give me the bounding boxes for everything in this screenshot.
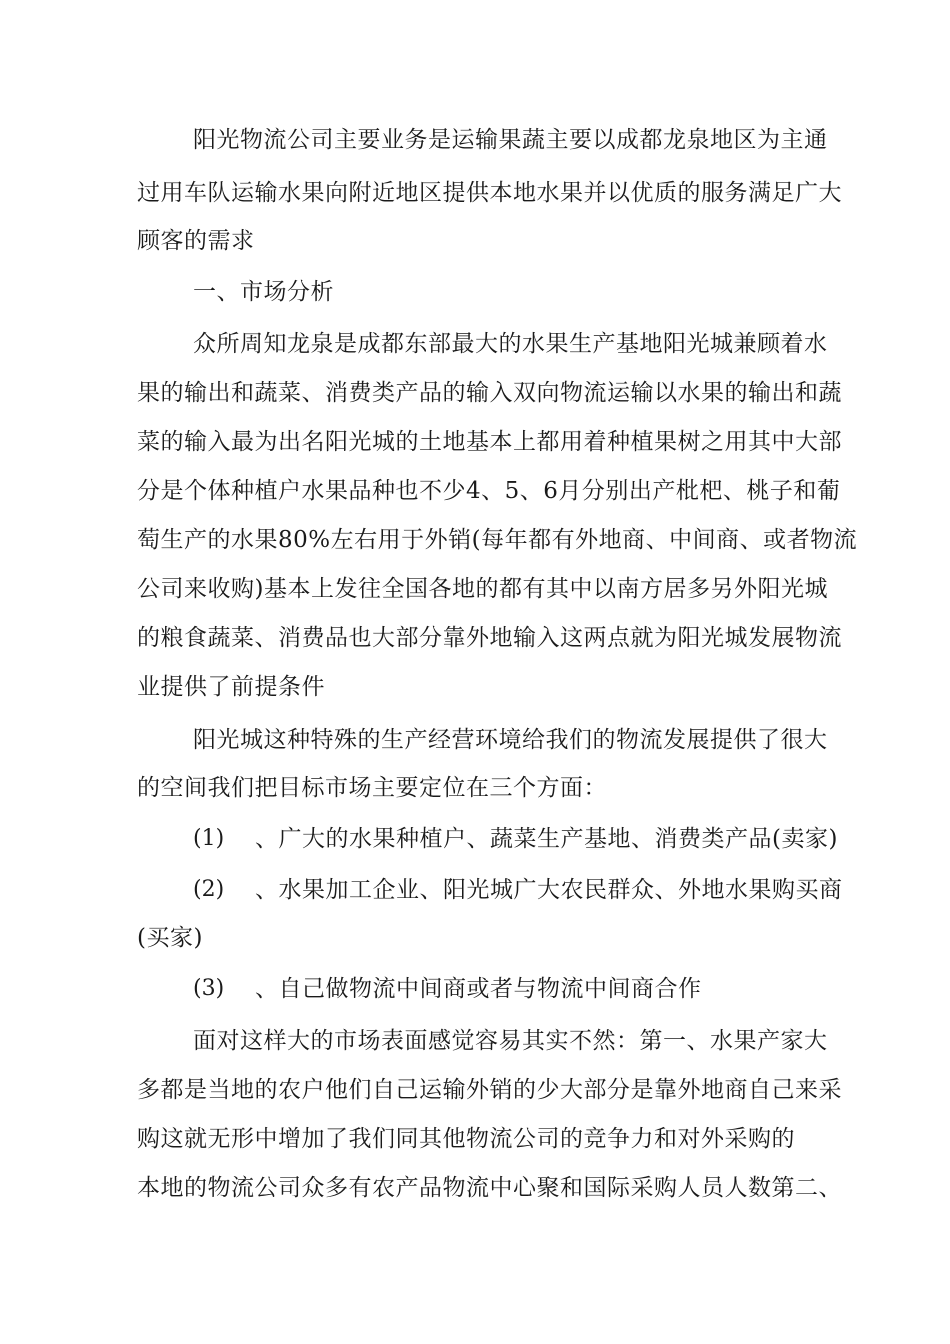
paragraph-challenge-line-2: 多都是当地的农户他们自己运输外销的少大部分是靠外地商自己来采 xyxy=(137,1077,842,1103)
list-item-2-continuation: (买家) xyxy=(137,925,203,951)
paragraph-market-line-3: 菜的输入最为出名阳光城的土地基本上都用着种植果树之用其中大部 xyxy=(137,429,842,455)
list-number-1: (1) xyxy=(193,826,225,851)
section-heading-market-analysis: 一、市场分析 xyxy=(193,279,334,305)
list-item-3-text: 、自己做物流中间商或者与物流中间商合作 xyxy=(255,976,702,1002)
paragraph-challenge-line-4: 本地的物流公司众多有农产品物流中心聚和国际采购人员人数第二、 xyxy=(137,1175,842,1201)
paragraph-market-line-2: 果的输出和蔬菜、消费类产品的输入双向物流运输以水果的输出和蔬 xyxy=(137,380,842,406)
paragraph-target-line-2: 的空间我们把目标市场主要定位在三个方面： xyxy=(137,775,607,801)
paragraph-challenge-line-1: 面对这样大的市场表面感觉容易其实不然：第一、水果产家大 xyxy=(193,1028,828,1054)
paragraph-market-line-5: 萄生产的水果80%左右用于外销(每年都有外地商、中间商、或者物流 xyxy=(137,527,858,553)
list-item-1-text: 、广大的水果种植户、蔬菜生产基地、消费类产品(卖家) xyxy=(255,826,838,852)
paragraph-intro-line-1: 阳光物流公司主要业务是运输果蔬主要以成都龙泉地区为主通 xyxy=(193,127,828,153)
list-number-3: (3) xyxy=(193,976,225,1001)
paragraph-intro-line-3: 顾客的需求 xyxy=(137,228,255,254)
list-item-2-text: 、水果加工企业、阳光城广大农民群众、外地水果购买商 xyxy=(255,877,843,903)
paragraph-market-line-7: 的粮食蔬菜、消费品也大部分靠外地输入这两点就为阳光城发展物流 xyxy=(137,625,842,651)
paragraph-intro-line-2: 过用车队运输水果向附近地区提供本地水果并以优质的服务满足广大 xyxy=(137,180,842,206)
paragraph-market-line-4: 分是个体种植户水果品种也不少4、5、6月分别出产枇杷、桃子和葡 xyxy=(137,478,841,504)
paragraph-market-line-8: 业提供了前提条件 xyxy=(137,674,325,700)
paragraph-market-line-1: 众所周知龙泉是成都东部最大的水果生产基地阳光城兼顾着水 xyxy=(193,331,828,357)
paragraph-market-line-6: 公司来收购)基本上发往全国各地的都有其中以南方居多另外阳光城 xyxy=(137,576,828,602)
paragraph-target-line-1: 阳光城这种特殊的生产经营环境给我们的物流发展提供了很大 xyxy=(193,727,828,753)
paragraph-challenge-line-3: 购这就无形中增加了我们同其他物流公司的竞争力和对外采购的 xyxy=(137,1126,795,1152)
list-number-2: (2) xyxy=(193,877,225,902)
